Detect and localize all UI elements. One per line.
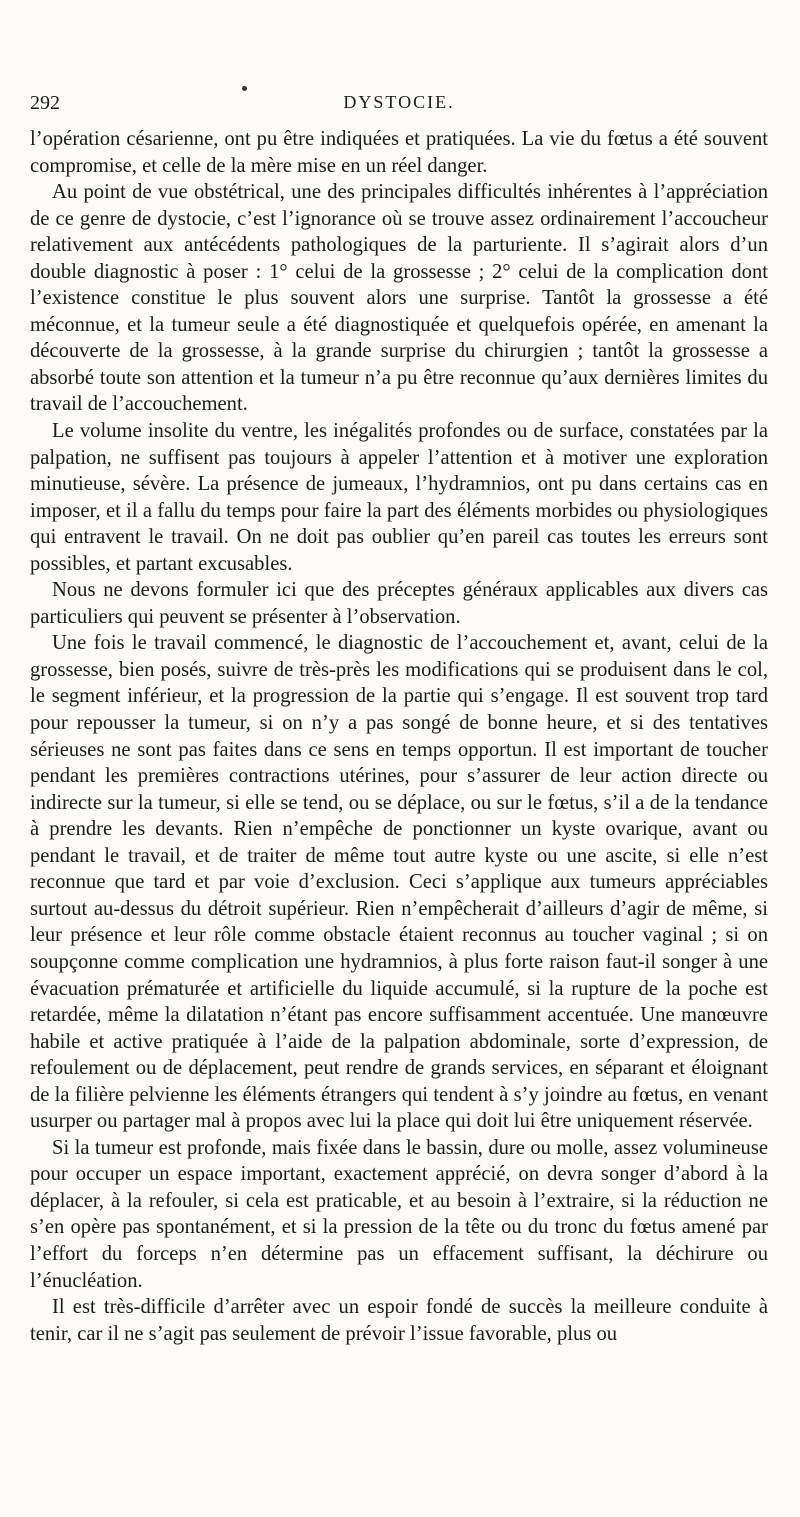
- paragraph: Nous ne devons formuler ici que des préceptes généraux applicables aux divers cas particuliers qui peuvent se présenter à l’observation.: [30, 579, 768, 628]
- paragraph: Il est très-difficile d’arrêter avec un espoir fondé de succès la meilleure conduite à tenir, car il ne s’agit pas seulement de prévoir l’issue favorable, plus ou: [30, 1296, 768, 1345]
- body-text: [30, 126, 768, 1347]
- paragraph: Si la tumeur est profonde, mais fixée dans le bassin, dure ou molle, assez volumineuse pour occuper un espace important, exactement apprécié, on devra songer d’abord à la déplacer, à la refouler, si cela est praticable, et au besoin à l’extraire, si la réduction ne s’en opère pas spontanément, et si la pression de la tête ou du tronc du fœtus amené par l’effort du forceps n’en détermine pas un effacement suffisant, la déchirure ou l’énucléation.: [30, 1136, 768, 1292]
- paragraph: Au point de vue obstétrical, une des principales difficultés inhérentes à l’appréciation de ce genre de dystocie, c’est l’ignorance où se trouve assez ordinairement l’accoucheur relativement aux antécédents pathologiques de la parturiente. Il s’agirait alors d’un double diagnostic à poser : 1° celui de la grossesse ; 2° celui de la complication dont l’existence constitue le plus souvent alors une surprise. Tantôt la grossesse a été méconnue, et la tumeur seule a été diagnostiquée et quelquefois opérée, en amenant la découverte de la grossesse, à la grande surprise du chirurgien ; tantôt la grossesse a absorbé toute son attention et la tumeur n’a pu être reconnue qu’aux dernières limites du travail de l’accouchement.: [30, 181, 768, 416]
- book-page: [30, 92, 768, 1347]
- paragraph: Le volume insolite du ventre, les inégalités profondes ou de surface, constatées par la palpation, ne suffisent pas toujours à appeler l’attention et à motiver une exploration minutieuse, sévère. La présence de jumeaux, l’hydramnios, ont pu dans certains cas en imposer, et il a fallu du temps pour faire la part des éléments morbides ou physiologiques qui entravent le travail. On ne doit pas oublier qu’en pareil cas toutes les erreurs sont possibles, et partant excusables.: [30, 420, 768, 575]
- ink-spot: [242, 86, 247, 91]
- page-number: 292: [30, 92, 60, 114]
- running-title: DYSTOCIE.: [343, 92, 455, 112]
- running-head: [30, 92, 768, 126]
- paragraph: Une fois le travail commencé, le diagnostic de l’accouchement et, avant, celui de la grossesse, bien posés, suivre de très-près les modifications qui se produisent dans le col, le segment inférieur, et la progression de la partie qui s’engage. Il est souvent trop tard pour repousser la tumeur, si on n’y a pas songé de bonne heure, et si des tentatives sérieuses ne sont pas faites dans ce sens en temps opportun. Il est important de toucher pendant les premières contractions utérines, pour s’assurer de leur action directe ou indirecte sur la tumeur, si elle se tend, ou se déplace, ou sur le fœtus, s’il a de la tendance à prendre les devants. Rien n’empêche de ponctionner un kyste ovarique, avant ou pendant le travail, et de traiter de même tout autre kyste ou une ascite, si elle n’est reconnue que tard et par voie d’exclusion. Ceci s’applique aux tumeurs appréciables surtout au-dessus du détroit supérieur. Rien n’empêcherait d’ailleurs d’agir de même, si leur présence et leur rôle comme obstacle étaient reconnus au toucher vaginal ; si on soupçonne comme complication une hydramnios, à plus forte raison faut-il songer à une évacuation prématurée et artificielle du liquide accumulé, si la rupture de la poche est retardée, même la dilatation n’étant pas encore suffisamment accentuée. Une manœuvre habile et active pratiquée à l’aide de la palpation abdominale, sorte d’expression, de refoulement ou de déplacement, peut rendre de grands services, en séparant et éloignant de la filière pelvienne les éléments étrangers qui tendent à s’y joindre au fœtus, en venant usurper ou partager mal à propos avec lui la place qui doit lui être uniquement réservée.: [30, 632, 768, 1133]
- paragraph-continued: l’opération césarienne, ont pu être indiquées et pratiquées. La vie du fœtus a été souvent compromise, et celle de la mère mise en un réel danger.: [30, 128, 768, 177]
